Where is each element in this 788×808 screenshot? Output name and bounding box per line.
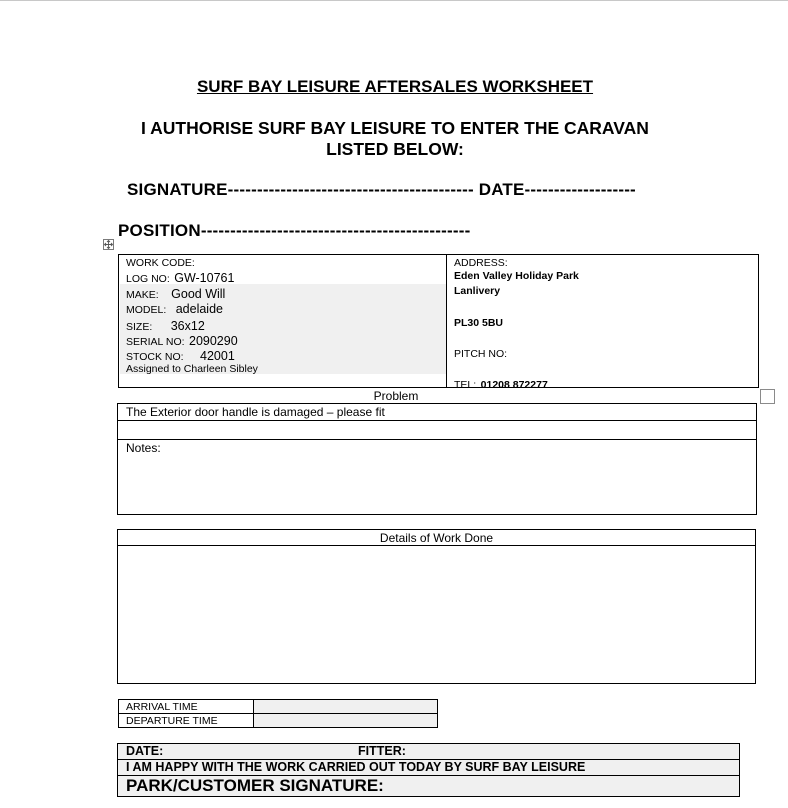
model-label: MODEL: xyxy=(126,304,167,316)
page-top-border xyxy=(0,0,788,1)
arrival-time-label: ARRIVAL TIME xyxy=(126,701,198,713)
stock-value: 42001 xyxy=(200,349,235,363)
model-row xyxy=(126,300,223,318)
authorise-line-1: I AUTHORISE SURF BAY LEISURE TO ENTER THE CARAVAN xyxy=(141,118,649,138)
work-done-heading: Details of Work Done xyxy=(379,531,494,545)
footer-date-label: DATE: xyxy=(126,744,164,758)
footer-table xyxy=(117,743,740,797)
signature-date-line: SIGNATURE------------------------------------------ DATE------------------- xyxy=(127,180,636,199)
problem-table xyxy=(117,403,757,515)
address-line-2: Lanlivery xyxy=(454,285,501,297)
happy-statement: I AM HAPPY WITH THE WORK CARRIED OUT TODAY BY SURF BAY LEISURE xyxy=(126,760,586,774)
address-postcode: PL30 5BU xyxy=(454,317,504,329)
log-no-value: GW-10761 xyxy=(174,271,235,285)
table-move-icon[interactable] xyxy=(103,239,114,250)
serial-value: 2090290 xyxy=(189,334,238,348)
address-line-1: Eden Valley Holiday Park xyxy=(454,270,579,282)
worksheet-title: SURF BAY LEISURE AFTERSALES WORKSHEET xyxy=(196,77,594,96)
size-label: SIZE: xyxy=(126,321,153,333)
job-details-table xyxy=(118,254,759,391)
job-details-divider xyxy=(446,255,447,387)
serial-label: SERIAL NO: xyxy=(126,336,185,348)
departure-time-field[interactable] xyxy=(254,714,437,727)
checkbox[interactable] xyxy=(760,389,775,404)
authorise-line-2: LISTED BELOW: xyxy=(326,139,464,159)
position-line: POSITION---------------------------------------------- xyxy=(118,221,471,240)
make-label: MAKE: xyxy=(126,289,159,301)
log-no-label: LOG NO: xyxy=(126,273,170,285)
problem-text[interactable]: The Exterior door handle is damaged – please fit xyxy=(126,405,385,419)
size-value: 36x12 xyxy=(170,319,205,333)
pitch-no-label: PITCH NO: xyxy=(454,348,508,360)
assigned-to: Assigned to Charleen Sibley xyxy=(126,363,258,375)
problem-row-divider-2 xyxy=(118,439,756,440)
arrival-time-field[interactable] xyxy=(254,700,437,713)
model-value: adelaide xyxy=(175,302,223,316)
work-code-label: WORK CODE: xyxy=(126,257,195,269)
work-done-table xyxy=(117,529,756,684)
tel-label: TEL: xyxy=(454,379,477,391)
stock-label: STOCK NO: xyxy=(126,351,184,363)
tel-value: 01208 872277 xyxy=(480,379,548,391)
work-done-area[interactable] xyxy=(119,546,755,683)
footer-fitter-label: FITTER: xyxy=(358,744,406,758)
address-label: ADDRESS: xyxy=(454,257,508,269)
problem-heading: Problem xyxy=(373,389,419,403)
make-value: Good Will xyxy=(171,287,226,301)
departure-time-label: DEPARTURE TIME xyxy=(126,715,218,727)
problem-row-divider-1 xyxy=(118,420,756,421)
notes-label: Notes: xyxy=(126,441,161,455)
customer-signature-label: PARK/CUSTOMER SIGNATURE: xyxy=(126,776,384,795)
times-table xyxy=(118,699,438,728)
